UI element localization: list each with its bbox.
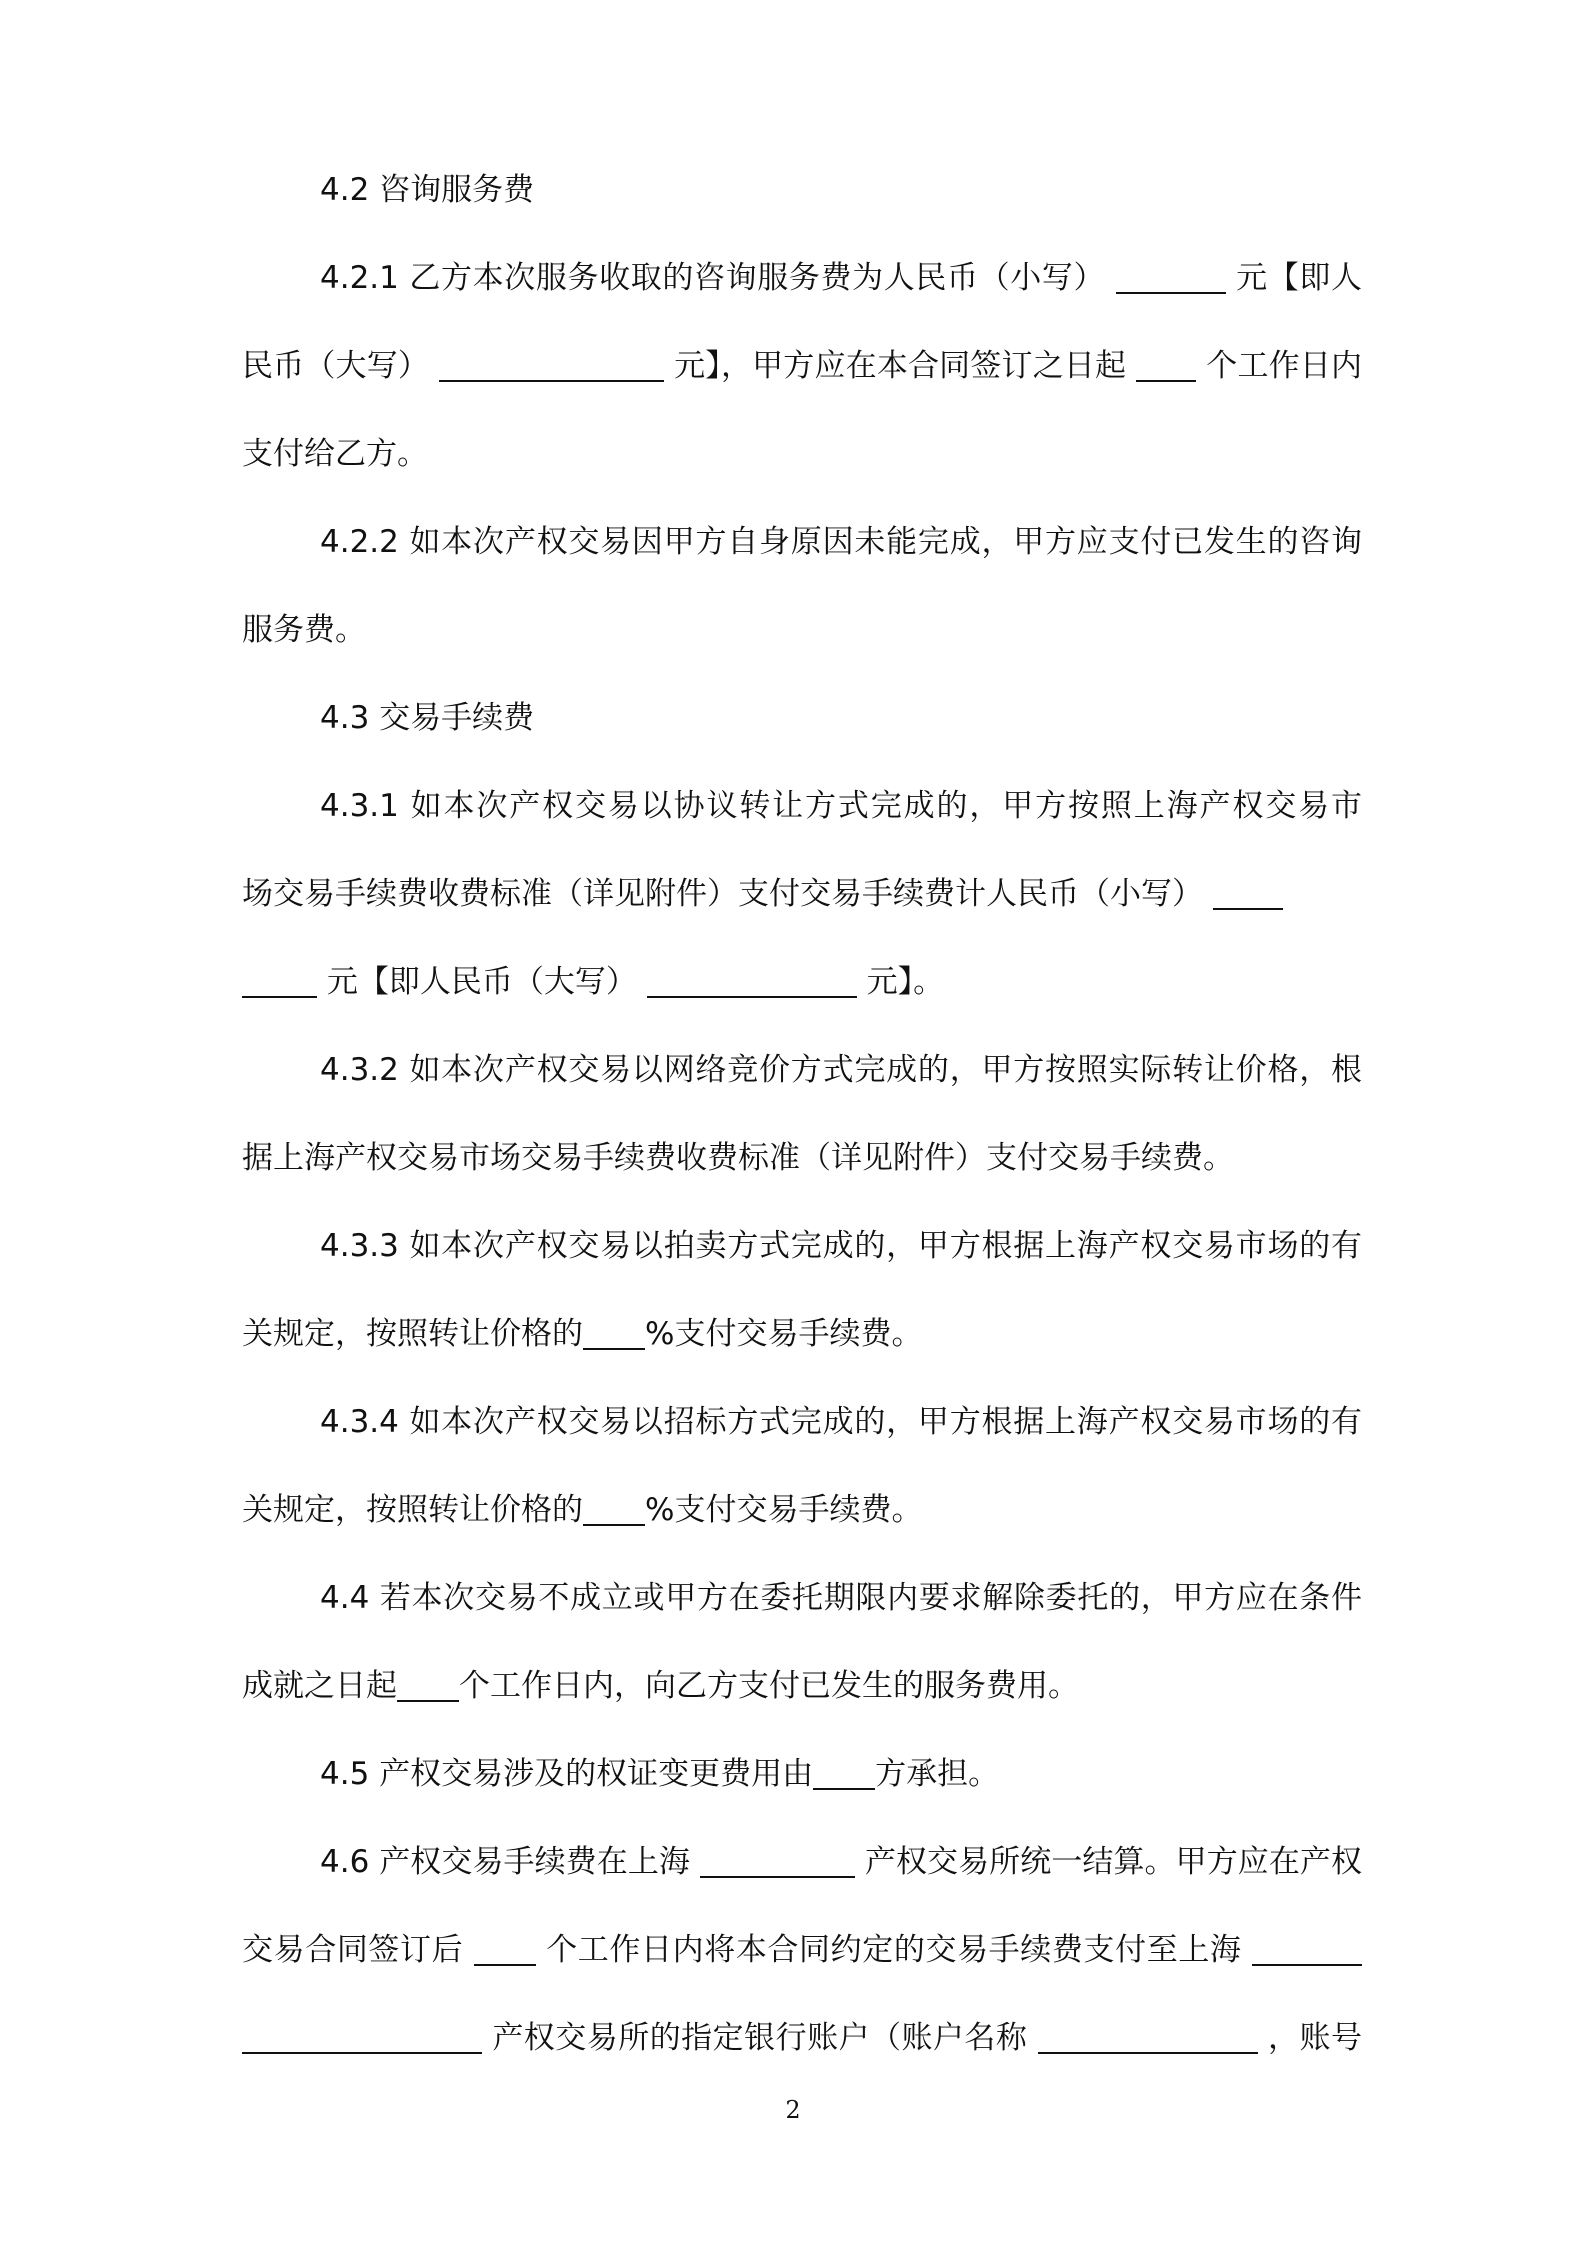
paragraph-line: 关规定，按照转让价格的 %支付交易手续费。 [242,1480,1362,1540]
paragraph-line: 成就之日起 个工作日内，向乙方支付已发生的服务费用。 [242,1656,1362,1716]
paragraph-line: 4.3.4 如本次产权交易以招标方式完成的，甲方根据上海产权交易市场的有 [320,1404,1362,1440]
paragraph-line: 4.2.2 如本次产权交易因甲方自身原因未能完成，甲方应支付已发生的咨询 [320,524,1362,560]
paragraph-line: 4.6 产权交易手续费在上海 产权交易所统一结算。甲方应在产权 [320,1832,1362,1892]
paragraph-line: 4.3.1 如本次产权交易以协议转让方式完成的，甲方按照上海产权交易市 [320,788,1362,824]
paragraph-line: 交易合同签订后 个工作日内将本合同约定的交易手续费支付至上海 [242,1920,1362,1980]
blank-amount-lowercase [1116,256,1226,294]
paragraph-line: 产权交易所的指定银行账户（账户名称 ，账号 [242,2008,1362,2068]
blank-fee-uppercase [647,960,857,998]
paragraph-line: 据上海产权交易市场交易手续费收费标准（详见附件）支付交易手续费。 [242,1140,1234,1176]
page-number: 2 [785,2096,801,2124]
blank-exchange-name [700,1840,855,1878]
blank-fee-lowercase [1213,872,1283,910]
blank-working-days [1136,344,1196,382]
blank-working-days [474,1928,536,1966]
blank-account-name [1038,2016,1258,2054]
paragraph-line: 4.3.3 如本次产权交易以拍卖方式完成的，甲方根据上海产权交易市场的有 [320,1228,1362,1264]
paragraph-line: 关规定，按照转让价格的 %支付交易手续费。 [242,1304,1362,1364]
paragraph-line: 民币（大写） 元】，甲方应在本合同签订之日起 个工作日内 [242,336,1362,396]
paragraph-line: 4.4 若本次交易不成立或甲方在委托期限内要求解除委托的，甲方应在条件 [320,1580,1362,1616]
paragraph-line: 场交易手续费收费标准（详见附件）支付交易手续费计人民币（小写） [242,864,1362,924]
blank-percentage-tender [583,1488,645,1526]
blank-exchange-name [1252,1928,1362,1966]
paragraph-line: 元【即人民币（大写） 元】。 [242,952,1362,1012]
paragraph-line: 4.5 产权交易涉及的权证变更费用由 方承担。 [320,1744,1362,1804]
paragraph-line: 4.2.1 乙方本次服务收取的咨询服务费为人民币（小写） 元【即人 [320,248,1362,308]
section-heading-4-3: 4.3 交易手续费 [320,700,535,736]
blank-party [813,1752,875,1790]
paragraph-line: 4.3.2 如本次产权交易以网络竞价方式完成的，甲方按照实际转让价格，根 [320,1052,1362,1088]
paragraph-line: 服务费。 [242,612,366,648]
blank-exchange-name-cont [242,2016,482,2054]
blank-fee-lowercase-cont [242,960,317,998]
blank-percentage-auction [583,1312,645,1350]
paragraph-line: 支付给乙方。 [242,436,428,472]
blank-working-days [397,1664,459,1702]
section-heading-4-2: 4.2 咨询服务费 [320,172,535,208]
blank-amount-uppercase [439,344,664,382]
